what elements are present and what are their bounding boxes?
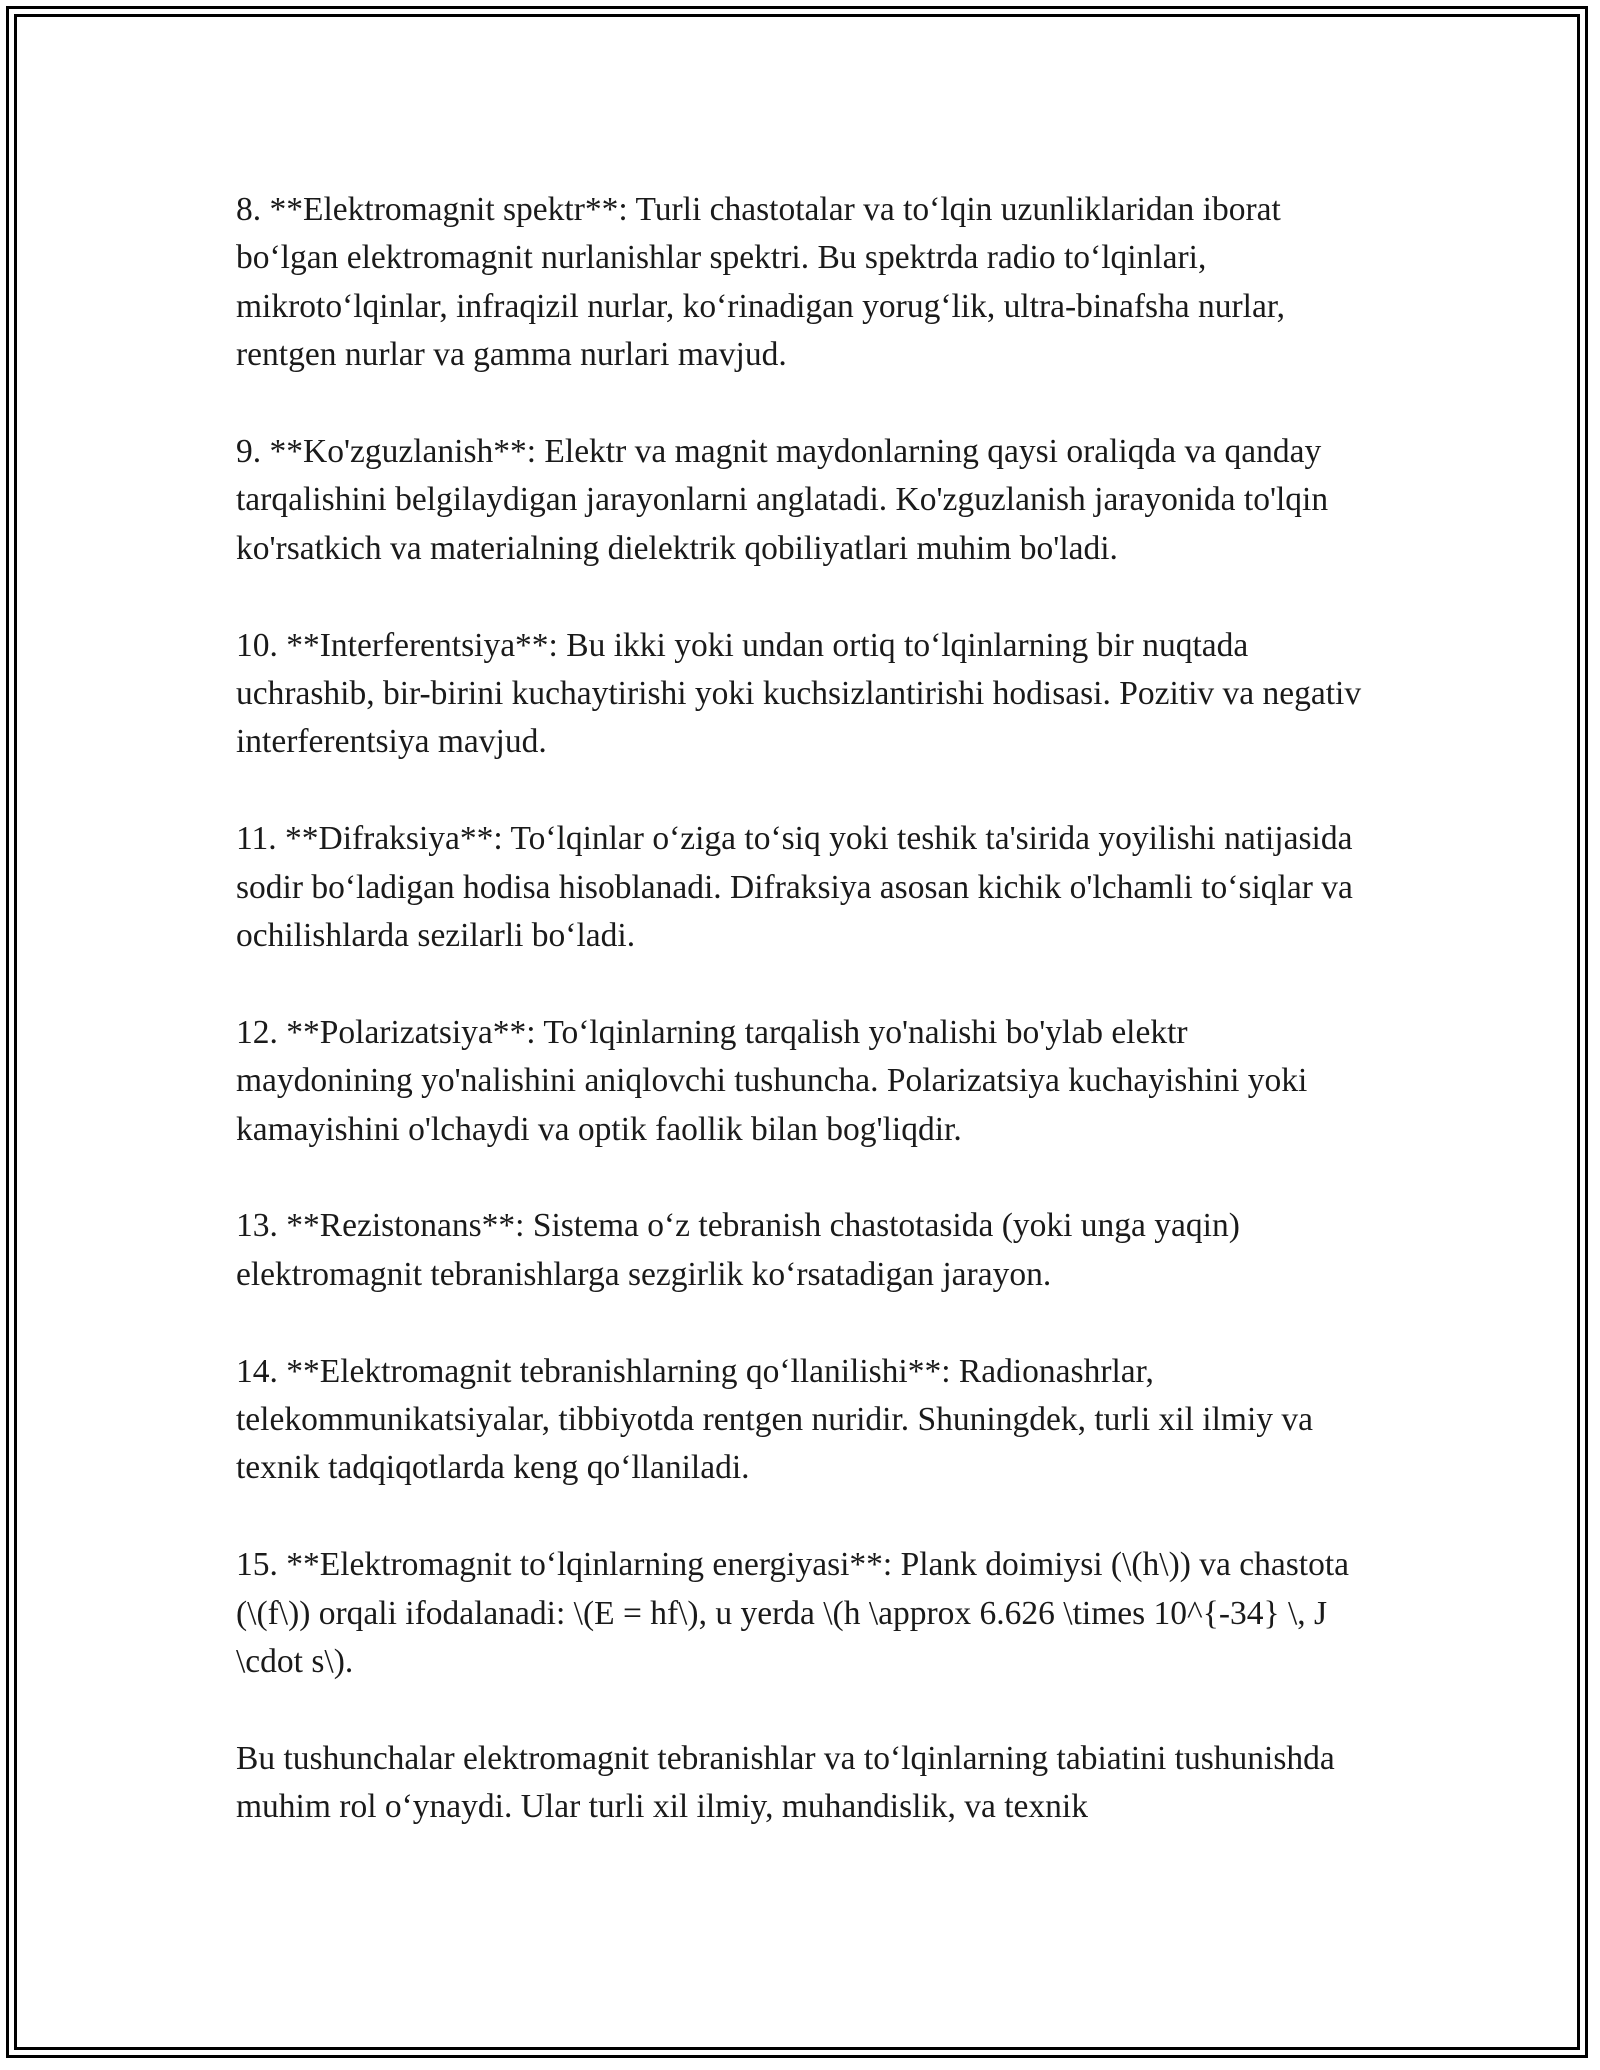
paragraph-polarizatsiya: 12. **Polarizatsiya**: To‘lqinlarning tarqalish yo'nalishi bo'ylab elektr maydonining yo'nalishini aniqlovchi tushuncha. Polarizatsiya kuchayishini yoki kamayishini o'lchaydi va optik faollik bilan bog'liqdir. [236, 1013, 1308, 1148]
document-body [236, 186, 1366, 1832]
paragraph-interferentsiya: 10. **Interferentsiya**: Bu ikki yoki undan ortiq to‘lqinlarning bir nuqtada uchrashib, bir-birini kuchaytirishi yoki kuchsizlantirishi hodisasi. Pozitiv va negativ interferentsiya mavjud. [236, 626, 1362, 761]
paragraph-qollanilishi: 14. **Elektromagnit tebranishlarning qo‘llanilishi**: Radionashrlar, telekommunikatsiyalar, tibbiyotda rentgen nuridir. Shuningdek, turli xil ilmiy va texnik tadqiqotlarda keng qo‘llaniladi. [236, 1352, 1314, 1487]
paragraph-kozguzlanish: 9. **Ko'zguzlanish**: Elektr va magnit maydonlarning qaysi oraliqda va qanday tarqalishini belgilaydigan jarayonlarni anglatadi. Ko'zguzlanish jarayonida to'lqin ko'rsatkich va materialning dielektrik qobiliyatlari muhim bo'ladi. [236, 433, 1329, 567]
paragraph-energiyasi: 15. **Elektromagnit to‘lqinlarning energiyasi**: Plank doimiysi (\(h\)) va chastota (\(f\)) orqali ifodalanadi: \(E = hf\), u yerda \(h \approx 6.626 \times 10^{-34} \, J \cdot s\). [236, 1546, 1350, 1681]
paragraph-elektromagnit-spektr: 8. **Elektromagnit spektr**: Turli chastotalar va to‘lqin uzunliklaridan iborat bo‘lgan elektromagnit nurlanishlar spektri. Bu spektrda radio to‘lqinlari, mikroto‘lqinlar, infraqizil nurlar, ko‘rinadigan yorug‘lik, ultra-binafsha nurlar, rentgen nurlar va gamma nurlari mavjud. [236, 191, 1286, 374]
paragraph-difraksiya: 11. **Difraksiya**: To‘lqinlar o‘ziga to‘siq yoki teshik ta'sirida yoyilishi natijasida sodir bo‘ladigan hodisa hisoblanadi. Difraksiya asosan kichik o'lchamli to‘siqlar va ochilishlarda sezilarli bo‘ladi. [236, 820, 1353, 955]
paragraph-conclusion: Bu tushunchalar elektromagnit tebranishlar va to‘lqinlarning tabiatini tushunishda muhim rol o‘ynaydi. Ular turli xil ilmiy, muhandislik, va texnik [236, 1739, 1335, 1826]
paragraph-rezistonans: 13. **Rezistonans**: Sistema o‘z tebranish chastotasida (yoki unga yaqin) elektromagnit tebranishlarga sezgirlik ko‘rsatadigan jarayon. [236, 1207, 1240, 1293]
